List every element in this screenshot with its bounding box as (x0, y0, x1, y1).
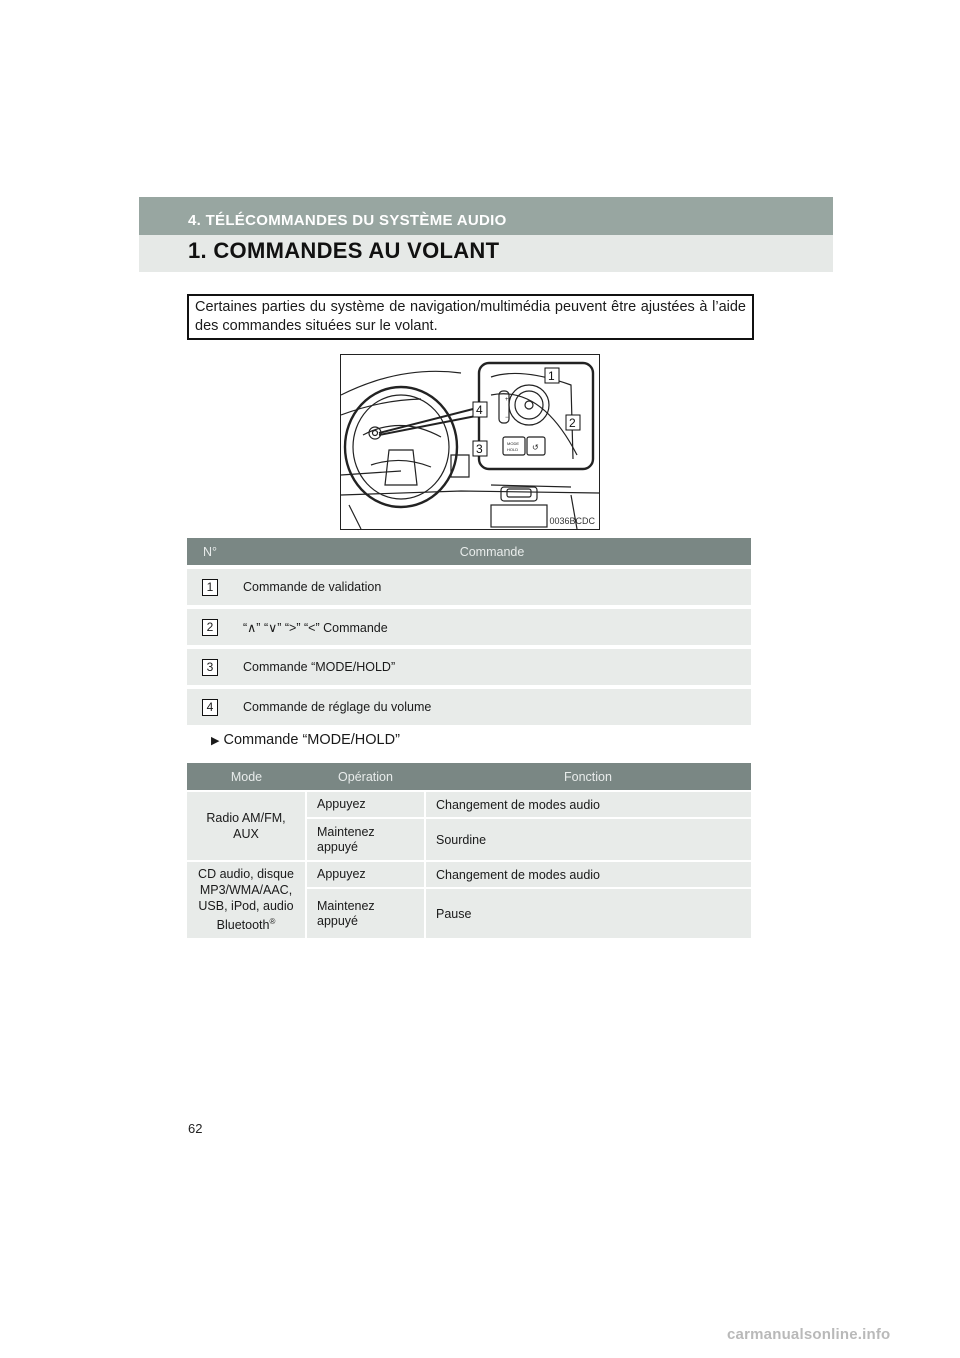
operation-text: Maintenez appuyé (317, 824, 375, 854)
steering-wheel-figure (340, 354, 600, 530)
intro-box: Certaines parties du système de navigation/multimédia peuvent être ajustées à l’aide des commandes situées sur le volant. (187, 294, 754, 340)
section-label: 4. TÉLÉCOMMANDES DU SYSTÈME AUDIO (188, 212, 507, 229)
callout-1: 1 (548, 369, 555, 383)
function-cell: Changement de modes audio (425, 791, 751, 818)
header-command: Commande (233, 538, 751, 567)
row-num-cell (187, 687, 233, 725)
mode-cell (187, 861, 306, 938)
table-header-row (187, 538, 751, 567)
row-num: 1 (202, 579, 218, 596)
triangle-bullet-icon: ▶ (211, 735, 220, 747)
operation-cell: Appuyez (306, 791, 425, 818)
svg-text:MODE: MODE (507, 441, 519, 446)
callout-3: 3 (476, 442, 483, 456)
row-num: 4 (202, 699, 218, 716)
subheading (211, 732, 400, 748)
header-operation: Opération (306, 763, 425, 791)
row-command: “∧” “∨” “>” “<” Commande (233, 607, 751, 647)
table-row (187, 647, 751, 687)
header-num: N° (187, 538, 233, 567)
row-num-cell (187, 567, 233, 607)
svg-text:HOLD: HOLD (507, 447, 519, 452)
function-cell: Changement de modes audio (425, 861, 751, 888)
table-row (187, 607, 751, 647)
table-row (187, 687, 751, 725)
figure-code: 0036BCDC (549, 516, 595, 526)
page-number: 62 (188, 1121, 203, 1136)
steering-wheel-illustration (341, 355, 599, 529)
operation-text: Maintenez appuyé (317, 898, 375, 928)
svg-text:↺: ↺ (532, 443, 539, 452)
row-num-cell (187, 647, 233, 687)
callout-2: 2 (569, 416, 576, 430)
function-cell: Pause (425, 888, 751, 938)
table-header-row (187, 763, 751, 791)
header-function: Fonction (425, 763, 751, 791)
mode-cell (187, 791, 306, 861)
svg-text:+: + (505, 397, 509, 403)
row-command: Commande de réglage du volume (233, 687, 751, 725)
registered-mark: ® (269, 917, 276, 927)
row-num: 3 (202, 659, 218, 676)
operation-cell: Appuyez (306, 861, 425, 888)
function-cell: Sourdine (425, 818, 751, 861)
mode-label: Radio AM/FM, AUX (206, 811, 286, 841)
table-row (187, 791, 751, 818)
subheading-text: Commande “MODE/HOLD” (223, 732, 400, 748)
commands-table (187, 538, 751, 725)
table-row (187, 567, 751, 607)
watermark: carmanualsonline.info (727, 1326, 891, 1343)
table-row (187, 861, 751, 888)
row-command: Commande “MODE/HOLD” (233, 647, 751, 687)
row-num-cell (187, 607, 233, 647)
svg-text:−: − (505, 415, 509, 421)
operation-cell (306, 818, 425, 861)
page-title: 1. COMMANDES AU VOLANT (188, 238, 500, 263)
mode-table (187, 763, 751, 938)
callout-4: 4 (476, 403, 483, 417)
header-mode: Mode (187, 763, 306, 791)
row-num: 2 (202, 619, 218, 636)
row-command: Commande de validation (233, 567, 751, 607)
mode-label-text: CD audio, disque MP3/WMA/AAC, USB, iPod, audio Bluetooth (198, 867, 294, 933)
mode-label (190, 866, 302, 933)
operation-cell (306, 888, 425, 938)
